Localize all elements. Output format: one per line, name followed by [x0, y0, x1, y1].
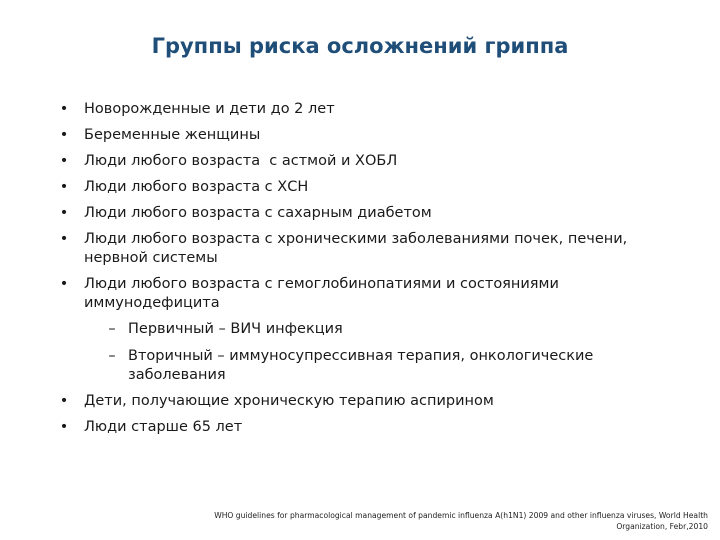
list-item: [56, 204, 656, 223]
list-item-text: Люди старше 65 лет: [84, 419, 243, 435]
list-item: [56, 126, 656, 145]
source-footnote: [148, 510, 708, 532]
list-item: [56, 100, 656, 119]
bullet-icon: •: [59, 153, 69, 169]
bullet-icon: •: [59, 419, 69, 435]
list-item-text: Новорожденные и дети до 2 лет: [84, 101, 335, 117]
dash-icon: –: [108, 348, 116, 364]
sub-list-item: [94, 320, 656, 339]
bullet-icon: •: [59, 101, 69, 117]
sub-list-item: [94, 347, 656, 385]
footnote-line: WHO guidelines for pharmacological management of pandemic influenza A(h1N1) 2009 and other influenza viruses, World Health: [214, 511, 708, 520]
bullet-icon: •: [59, 205, 69, 221]
list-item: [56, 392, 656, 411]
bullet-list: [56, 100, 656, 447]
slide-title: Группы риска осложнений гриппа: [151, 34, 569, 58]
list-item: [56, 275, 656, 385]
list-item-text: Люди любого возраста с гемоглобинопатиями и состояниями иммунодефицита: [84, 276, 559, 311]
sub-list-item-text: Первичный – ВИЧ инфекция: [128, 321, 343, 337]
sub-list-item-text: Вторичный – иммуносупрессивная терапия, онкологические заболевания: [128, 348, 594, 383]
footnote-line: Organization, Febr,2010: [616, 522, 708, 531]
list-item: [56, 418, 656, 437]
dash-icon: –: [108, 321, 116, 337]
list-item: [56, 230, 656, 268]
list-item-text: Беременные женщины: [84, 127, 261, 143]
bullet-icon: •: [59, 276, 69, 292]
list-item: [56, 152, 656, 171]
list-item: [56, 178, 656, 197]
bullet-icon: •: [59, 393, 69, 409]
list-item-text: Люди любого возраста с хроническими заболеваниями почек, печени, нервной системы: [84, 231, 628, 266]
bullet-icon: •: [59, 231, 69, 247]
list-item-text: Люди любого возраста с ХСН: [84, 179, 309, 195]
list-item-text: Дети, получающие хроническую терапию аспирином: [84, 393, 494, 409]
sub-list: [84, 320, 656, 385]
list-item-text: Люди любого возраста с астмой и ХОБЛ: [84, 153, 398, 169]
bullet-icon: •: [59, 127, 69, 143]
bullet-icon: •: [59, 179, 69, 195]
list-item-text: Люди любого возраста с сахарным диабетом: [84, 205, 432, 221]
